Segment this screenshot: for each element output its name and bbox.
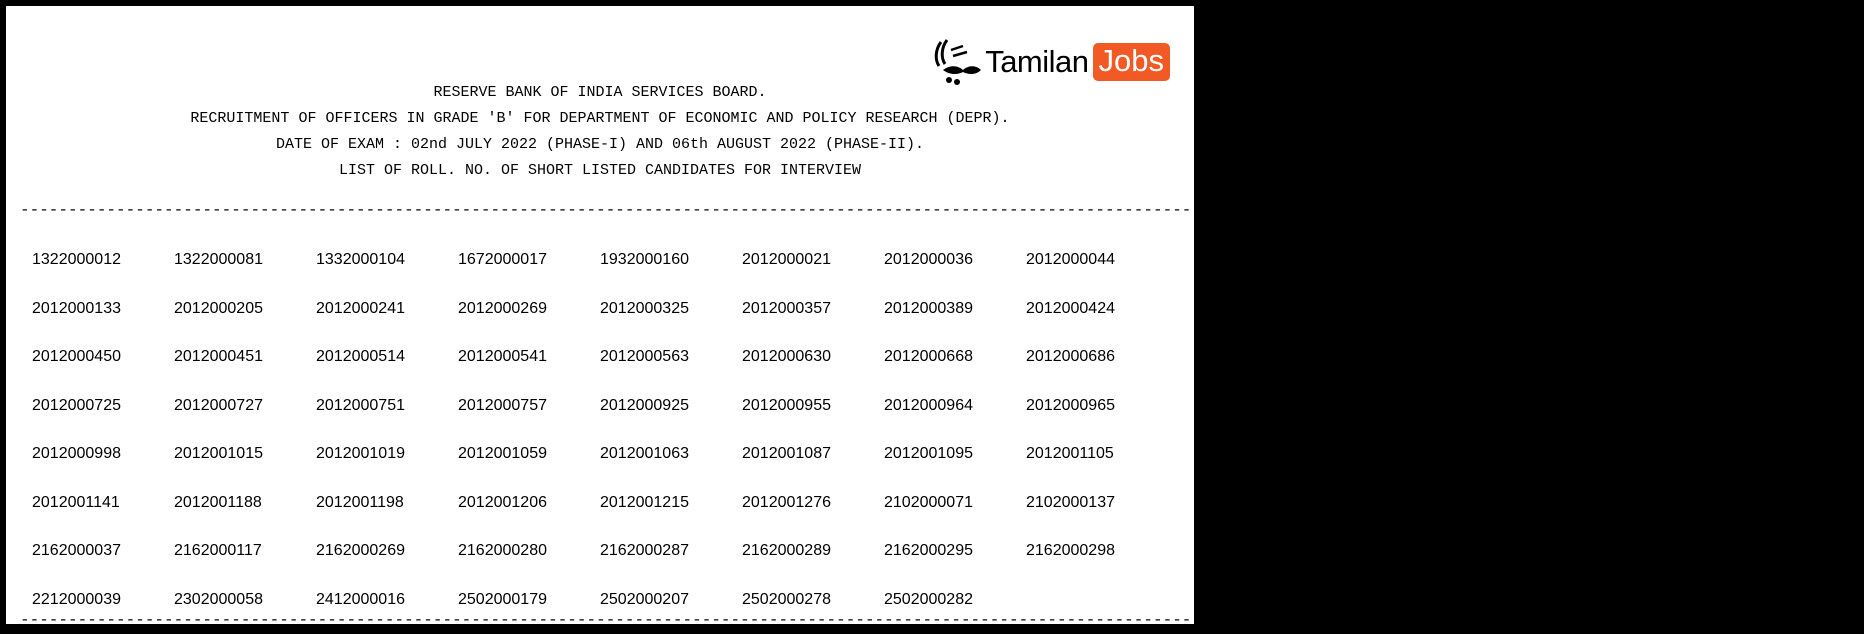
roll-number: 2162000037 (30, 537, 172, 586)
roll-number: 2012000357 (740, 295, 882, 344)
roll-number: 2012000021 (740, 246, 882, 295)
roll-number: 2012000965 (1024, 392, 1166, 441)
roll-number: 2212000039 (30, 586, 172, 634)
roll-number: 2012000925 (598, 392, 740, 441)
roll-number: 2412000016 (314, 586, 456, 634)
roll-number: 2012001063 (598, 440, 740, 489)
roll-number: 2012000751 (314, 392, 456, 441)
roll-number: 2012000424 (1024, 295, 1166, 344)
roll-number: 2012000686 (1024, 343, 1166, 392)
roll-number: 2012000205 (172, 295, 314, 344)
dashed-divider-top: ------------------------------------------------------------------------------------------------------------------------------------------------------------------------------------------------ (20, 202, 1146, 218)
roll-number: 2502000278 (740, 586, 882, 634)
roll-number: 2012001087 (740, 440, 882, 489)
roll-number: 2012000044 (1024, 246, 1166, 295)
roll-number: 2102000071 (882, 489, 1024, 538)
roll-number: 2162000295 (882, 537, 1024, 586)
roll-number: 2012001188 (172, 489, 314, 538)
roll-number: 2012000630 (740, 343, 882, 392)
roll-number: 1672000017 (456, 246, 598, 295)
roll-number-grid (30, 246, 1170, 634)
roll-number: 1932000160 (598, 246, 740, 295)
roll-number: 2012001095 (882, 440, 1024, 489)
board-title: RESERVE BANK OF INDIA SERVICES BOARD. (6, 80, 1194, 106)
roll-number: 2012000514 (314, 343, 456, 392)
roll-number: 2012000757 (456, 392, 598, 441)
roll-number: 1322000081 (172, 246, 314, 295)
roll-number: 2012000133 (30, 295, 172, 344)
document-header (6, 80, 1194, 184)
roll-number: 2012000451 (172, 343, 314, 392)
roll-number: 2012001276 (740, 489, 882, 538)
roll-number: 2012001105 (1024, 440, 1166, 489)
roll-number: 2012001059 (456, 440, 598, 489)
roll-number: 1332000104 (314, 246, 456, 295)
roll-number: 2012001141 (30, 489, 172, 538)
roll-number: 2012000727 (172, 392, 314, 441)
roll-number: 2012000241 (314, 295, 456, 344)
exam-dates: DATE OF EXAM : 02nd JULY 2022 (PHASE-I) AND 06th AUGUST 2022 (PHASE-II). (6, 132, 1194, 158)
roll-number: 2012001215 (598, 489, 740, 538)
roll-number: 2162000280 (456, 537, 598, 586)
recruitment-title: RECRUITMENT OF OFFICERS IN GRADE 'B' FOR DEPARTMENT OF ECONOMIC AND POLICY RESEARCH (DEPR). (6, 106, 1194, 132)
roll-number: 2012001206 (456, 489, 598, 538)
roll-number: 2012000998 (30, 440, 172, 489)
roll-number: 2012000563 (598, 343, 740, 392)
roll-number: 2012000541 (456, 343, 598, 392)
roll-number: 2012001015 (172, 440, 314, 489)
roll-number: 2012001019 (314, 440, 456, 489)
roll-number: 2162000269 (314, 537, 456, 586)
roll-number: 2012000955 (740, 392, 882, 441)
roll-number: 2012000450 (30, 343, 172, 392)
roll-number: 2162000117 (172, 537, 314, 586)
dashed-divider-bottom: ------------------------------------------------------------------------------------------------------------------------------------------------------------------------------------------------ (20, 612, 1156, 628)
roll-number: 2502000207 (598, 586, 740, 634)
list-title: LIST OF ROLL. NO. OF SHORT LISTED CANDIDATES FOR INTERVIEW (6, 158, 1194, 184)
roll-number: 2502000282 (882, 586, 1024, 634)
roll-number: 1322000012 (30, 246, 172, 295)
logo-text-jobs: Jobs (1093, 43, 1170, 81)
document-page (6, 6, 1194, 624)
roll-number: 2012000389 (882, 295, 1024, 344)
roll-number: 2502000179 (456, 586, 598, 634)
roll-number: 2012000964 (882, 392, 1024, 441)
roll-number: 2012000036 (882, 246, 1024, 295)
roll-number: 2162000289 (740, 537, 882, 586)
roll-number: 2012000325 (598, 295, 740, 344)
logo-text-tamilan: Tamilan (985, 44, 1088, 80)
roll-number: 2012000668 (882, 343, 1024, 392)
roll-number: 2012001198 (314, 489, 456, 538)
roll-number: 2162000287 (598, 537, 740, 586)
roll-number: 2012000269 (456, 295, 598, 344)
roll-number: 2102000137 (1024, 489, 1166, 538)
roll-number: 2302000058 (172, 586, 314, 634)
roll-number: 2012000725 (30, 392, 172, 441)
roll-number: 2162000298 (1024, 537, 1166, 586)
